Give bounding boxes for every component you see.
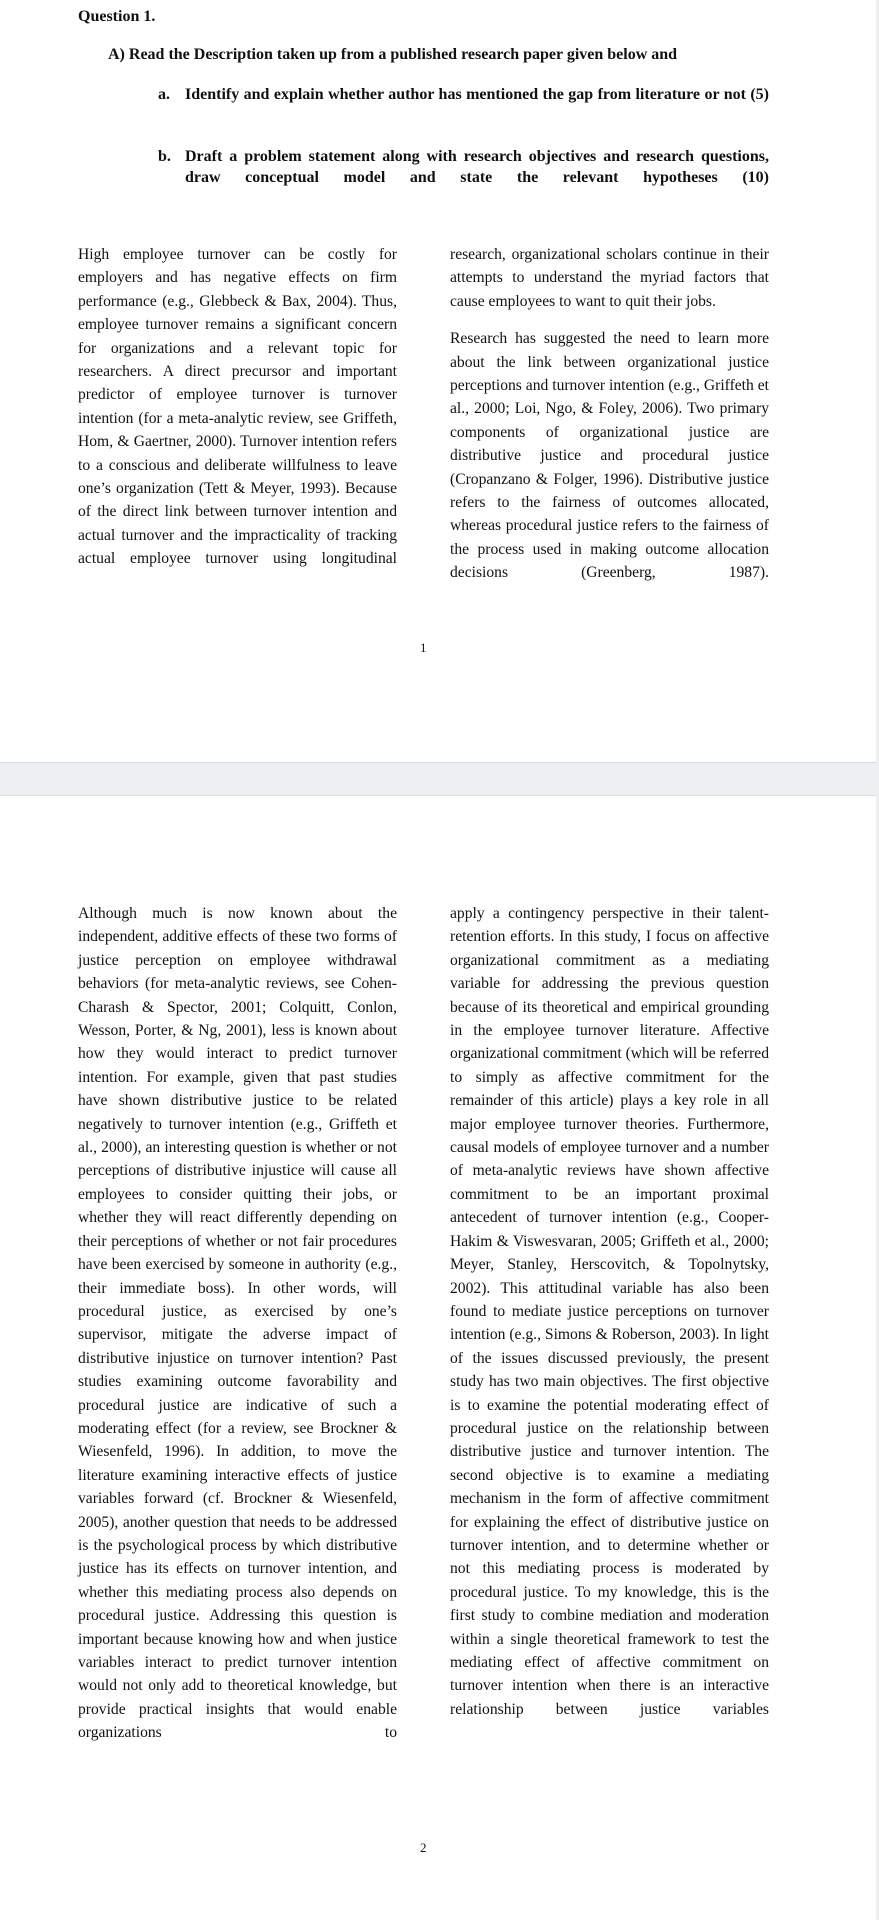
page2-left-paragraph: Although much is now known about the independent, additive effects of these two forms of justice perception on employee withdrawal behaviors (for meta-analytic reviews, see Cohen-Charash & Spector, 2001; Colquitt, Conlon, Wesson, Porter, & Ng, 2001), less is known about how they would interact to predict turnover intention. For example, given that past studies have shown distributive justice to be related negatively to turnover intention (e.g., Griffeth et al., 2000), an interesting question is whether or not perceptions of distributive injustice will cause all employees to consider quitting their jobs, or whether they will react differently depending on their perceptions of whether or not fair procedures have been exercised by someone in authority (e.g., their immediate boss). In other words, will procedural justice, as exercised by one’s supervisor, mitigate the adverse impact of distributive injustice on turnover intention? Past studies examining outcome favorability and procedural justice are indicative of such a moderating effect (for a review, see Brockner & Wiesenfeld, 1996). In addition, to move the literature examining interactive effects of justice variables forward (cf. Brockner & Wiesenfeld, 2005), another question that needs to be addressed is the psychological process by which distributive justice has its effects on turnover intention, and whether this mediating process also depends on procedural justice. Addressing this question is important because knowing how and when justice variables interact to predict turnover intention would not only add to theoretical knowledge, but provide practical insights that would enable organizations to: [78, 905, 397, 1742]
page1-right-paragraph-2: Research has suggested the need to learn more about the link between organizational justice perceptions and turnover intention (e.g., Griffeth et al., 2000; Loi, Ngo, & Foley, 2006). Two primary components of organizational justice are distributive justice and procedural justice (Cropanzano & Folger, 1996). Distributive justice refers to the fairness of outcomes allocated, whereas procedural justice refers to the fairness of the process used in making outcome allocation decisions (Greenberg, 1987).: [450, 330, 769, 582]
page2-right-paragraph: apply a contingency perspective in their talent-retention efforts. In this study, I focus on affective organizational commitment as a mediating variable for addressing the previous question because of its theoretical and empirical grounding in the employee turnover literature. Affective organizational commitment (which will be referred to simply as affective commitment for the remainder of this article) plays a key role in all major employee turnover theories. Furthermore, causal models of employee turnover and a number of meta-analytic reviews have shown affective commitment to be an important proximal antecedent of turnover intention (e.g., Cooper-Hakim & Viswesvaran, 2005; Griffeth et al., 2000; Meyer, Stanley, Herscovitch, & Topolnytsky, 2002). This attitudinal variable has also been found to mediate justice perceptions on turnover intention (e.g., Simons & Roberson, 2003). In light of the issues discussed previously, the present study has two main objectives. The first objective is to examine the potential moderating effect of procedural justice on the relationship between distributive justice and turnover intention. The second objective is to examine a mediating mechanism in the form of affective commitment for explaining the effect of distributive justice on turnover intention, and to determine whether or not this mediating process is moderated by procedural justice. To my knowledge, this is the first study to combine mediation and moderation within a single theoretical framework to test the mediating effect of affective commitment on turnover intention when there is an interactive relationship between justice variables: [450, 905, 769, 1718]
sub-b-text: Draft a problem statement along with research objectives and research questions, draw conceptual model and state the relevant hypotheses (10): [185, 148, 769, 186]
page2-right-column: [450, 902, 769, 1721]
question-sub-b: [158, 146, 769, 209]
page-separator: [0, 762, 879, 796]
question-title: Question 1.: [78, 8, 156, 25]
paragraph-gap: [450, 313, 769, 327]
question-part-a: A) Read the Description taken up from a published research paper given below and: [108, 46, 678, 63]
page1-right-column: [450, 243, 769, 585]
page-number-1: 1: [420, 640, 427, 655]
page2-left-column: [78, 902, 397, 1745]
document-page-2: [0, 796, 876, 1920]
page1-right-paragraph-1: research, organizational scholars continue in their attempts to understand the myriad factors that cause employees to want to quit their jobs.: [450, 246, 769, 310]
sub-a-label: a.: [158, 86, 170, 103]
page-number-2: 2: [420, 1840, 427, 1855]
document-page-1: [0, 0, 876, 762]
question-sub-a: [158, 84, 769, 126]
page1-left-column: [78, 243, 397, 571]
sub-a-text: Identify and explain whether author has mentioned the gap from literature or not (5): [185, 86, 769, 103]
sub-b-label: b.: [158, 148, 171, 165]
page1-left-paragraph: High employee turnover can be costly for employers and has negative effects on firm performance (e.g., Glebbeck & Bax, 2004). Thus, employee turnover remains a significant concern for organizations and a relevant topic for researchers. A direct precursor and important predictor of employee turnover is turnover intention (for a meta-analytic review, see Griffeth, Hom, & Gaertner, 2000). Turnover intention refers to a conscious and deliberate willfulness to leave one’s organization (Tett & Meyer, 1993). Because of the direct link between turnover intention and actual turnover and the impracticality of tracking actual employee turnover using longitudinal: [78, 246, 397, 568]
